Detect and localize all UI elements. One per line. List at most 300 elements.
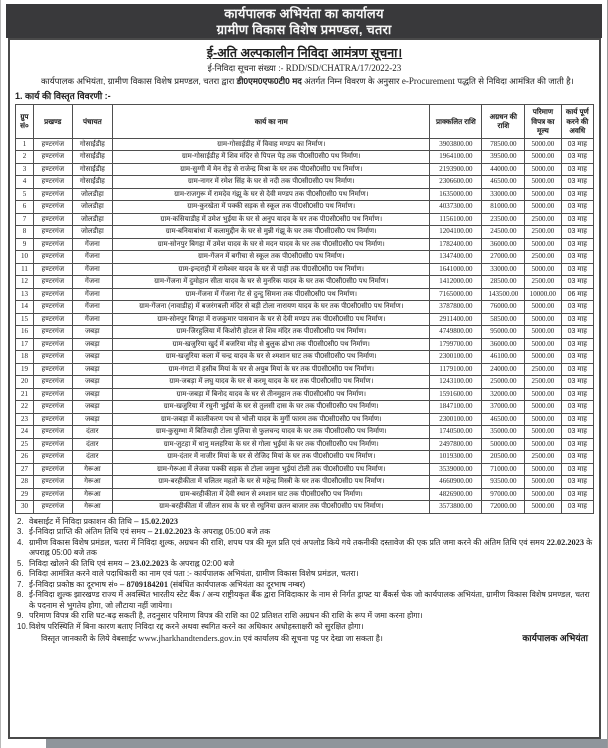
row-block: हण्टरगंज	[33, 476, 72, 489]
row-estimated: 3903800.00	[430, 138, 482, 151]
row-block: हण्टरगंज	[33, 226, 72, 239]
row-sno: 29	[16, 488, 34, 501]
table-row	[16, 376, 594, 389]
row-sno: 10	[16, 251, 34, 264]
col-header-estimated-amount: प्राक्कलित राशि	[430, 105, 482, 139]
row-work: ग्राम-बरहीकीता में जीतन साव के घर से रघुनिया छतन बाजार तक पी0सी0सी0 पथ निर्माण।	[113, 501, 430, 514]
row-work: ग्राम-जिरहुलिया में किशोरी होटल से शिव मंदिर तक पी0सी0सी0 पथ निर्माण।	[113, 326, 430, 339]
row-boq: 5000.00	[525, 476, 561, 489]
row-estimated: 4749800.00	[430, 326, 482, 339]
row-sno: 27	[16, 463, 34, 476]
row-estimated: 1412000.00	[430, 276, 482, 289]
note-highlight: 23.02.2023	[131, 558, 169, 568]
table-row	[16, 338, 594, 351]
row-panchayat: गेरूआ	[72, 488, 112, 501]
note-number: 8.	[17, 590, 24, 599]
letterhead-band	[6, 4, 602, 38]
row-boq: 2500.00	[525, 376, 561, 389]
row-block: हण्टरगंज	[33, 426, 72, 439]
table-row	[16, 263, 594, 276]
row-panchayat: जोलडीहा	[72, 188, 112, 201]
row-block: हण्टरगंज	[33, 363, 72, 376]
row-sno: 7	[16, 213, 34, 226]
row-estimated: 1591600.00	[430, 388, 482, 401]
row-estimated: 2300100.00	[430, 413, 482, 426]
row-block: हण्टरगंज	[33, 213, 72, 226]
row-work: ग्राम-कसियाडीह में उमेश भुईंया के घर से अनुप यादव के घर तक पी0सी0सी0 पथ निर्माण।	[113, 213, 430, 226]
row-work: ग्राम-गोसाईडीह में शिव मंदिर से पिपल पेड़ तक पी0सी0सी0 पथ निर्माण।	[113, 151, 430, 164]
row-block: हण्टरगंज	[33, 501, 72, 514]
row-estimated: 2193900.00	[430, 163, 482, 176]
col-header-group-no: ग्रुप सं०	[16, 105, 34, 139]
row-earnest: 46500.00	[482, 413, 525, 426]
row-earnest: 71000.00	[482, 463, 525, 476]
row-earnest: 72000.00	[482, 501, 525, 514]
note-text: ई-निविदा प्रकोष्ठ का दूरभाष सं० – 8709184201 (संबंधित कार्यपालक अभियंता का दूरभाष नम्बर)	[29, 579, 306, 589]
row-sno: 6	[16, 201, 34, 214]
table-row	[16, 313, 594, 326]
row-work: ग्राम-कुसुम्भा में बितियाही टोला पुलिया से फुलचन्द यादव के घर तक पी0सी0सी0 पथ निर्माण।	[113, 426, 430, 439]
row-estimated: 3787800.00	[430, 301, 482, 314]
row-work: ग्राम-खजुरिया कला में चन्द्र यादव के घर से श्मशान घाट तक पी0सी0सी0 पथ निर्माण।	[113, 351, 430, 364]
row-panchayat: गेरूआ	[72, 501, 112, 514]
row-sno: 20	[16, 376, 34, 389]
row-sno: 30	[16, 501, 34, 514]
row-sno: 26	[16, 451, 34, 464]
row-panchayat: गोसाईंडीह	[72, 163, 112, 176]
row-panchayat: गोसाईंडीह	[72, 176, 112, 189]
row-estimated: 2911400.00	[430, 313, 482, 326]
row-work: ग्राम-सुग्गी में मेन रोड़ से राजेन्द्र मिश्रा के घर तक पी0सी0सी0 पथ निर्माण।	[113, 163, 430, 176]
row-period: 03 माह	[561, 326, 593, 339]
row-boq: 5000.00	[525, 326, 561, 339]
row-sno: 18	[16, 351, 34, 364]
section1-title: 1. कार्य की विस्तृत विवरणी :-	[15, 91, 111, 101]
note-highlight: 21.02.2023	[154, 527, 192, 536]
row-work: ग्राम-बरहीकीता में देवी स्थान से श्मशान घाट तक पी0सी0सी0 पथ निर्माण।	[113, 488, 430, 501]
table-row	[16, 488, 594, 501]
row-block: हण्टरगंज	[33, 351, 72, 364]
note-highlight: 22.02.2023	[546, 537, 584, 547]
row-block: हण्टरगंज	[33, 288, 72, 301]
col-header-completion-period: कार्य पूर्ण करने की अवधि	[561, 105, 593, 139]
row-earnest: 93500.00	[482, 476, 525, 489]
row-estimated: 1740500.00	[430, 426, 482, 439]
row-period: 03 माह	[561, 276, 593, 289]
row-block: हण्टरगंज	[33, 163, 72, 176]
row-boq: 2500.00	[525, 226, 561, 239]
row-block: हण्टरगंज	[33, 263, 72, 276]
row-period: 03 माह	[561, 338, 593, 351]
row-boq: 5000.00	[525, 351, 561, 364]
row-boq: 5000.00	[525, 163, 561, 176]
row-estimated: 3539000.00	[430, 463, 482, 476]
row-sno: 22	[16, 401, 34, 414]
row-sno: 15	[16, 313, 34, 326]
row-period: 03 माह	[561, 351, 593, 364]
row-earnest: 24000.00	[482, 363, 525, 376]
col-header-panchayat: पंचायत	[72, 105, 112, 139]
row-estimated: 1019300.00	[430, 451, 482, 464]
col-header-work-name: कार्य का नाम	[113, 105, 430, 139]
row-period: 03 माह	[561, 463, 593, 476]
row-earnest: 78500.00	[482, 138, 525, 151]
row-earnest: 50000.00	[482, 438, 525, 451]
row-work: ग्राम-राजगुरू में रामदेव गंझू के घर से देवी मण्डप तक पी0सी0सी0 पथ निर्माण।	[113, 188, 430, 201]
table-row	[16, 301, 594, 314]
table-row	[16, 363, 594, 376]
row-work: ग्राम-सोनपुर बिगहा में राजकुमार पासवान के घर से देवी मण्डप तक पी0सी0सी0 पथ निर्माण।	[113, 313, 430, 326]
notice-number: RDD/SD/CHATRA/17/2022-23	[285, 63, 402, 73]
row-work: ग्राम-गेंजना में दुमोहान सीता यादव के घर से मुनरिक यादव के घर तक पी0सी0सी0 पथ निर्माण।	[113, 276, 430, 289]
row-earnest: 143500.00	[482, 288, 525, 301]
row-boq: 5000.00	[525, 301, 561, 314]
row-period: 03 माह	[561, 251, 593, 264]
row-work: ग्राम-जबड़ा में बिनोद यादव के घर से तीनमुहान तक पी0सी0सी0 पथ निर्माण।	[113, 388, 430, 401]
row-boq: 2500.00	[525, 251, 561, 264]
signature-executive-engineer: कार्यपालक अभियंता	[522, 633, 588, 643]
intro-text-2: अंतर्गत निम्न विवरण के अनुसार	[301, 76, 402, 86]
intro-text-3: पद्धति से निविदा आमंत्रित की जाती है।	[454, 76, 574, 86]
row-work: ग्राम-जबड़ा में कालीकरण पथ से भोली यादव के मुर्गी फारम तक पी0सी0सी0 पथ निर्माण।	[113, 413, 430, 426]
row-panchayat: गेंजना	[72, 313, 112, 326]
note-number: 3.	[17, 527, 24, 536]
row-block: हण्टरगंज	[33, 313, 72, 326]
row-boq: 5000.00	[525, 426, 561, 439]
row-estimated: 4037300.00	[430, 201, 482, 214]
row-panchayat: दंतार	[72, 438, 112, 451]
row-estimated: 4660900.00	[430, 476, 482, 489]
col-header-block: प्रखण्ड	[33, 105, 72, 139]
row-earnest: 25000.00	[482, 376, 525, 389]
row-work: ग्राम-दंतार में नाजीर मियां के घर से रोजिद मियां के घर तक पी0सी0सी0 पथ निर्माण।	[113, 451, 430, 464]
table-row	[16, 251, 594, 264]
row-earnest: 27000.00	[482, 251, 525, 264]
row-estimated: 1179100.00	[430, 363, 482, 376]
col-header-boq-value: परिमाण विपत्र का मूल्य	[525, 105, 561, 139]
row-panchayat: जबड़ा	[72, 401, 112, 414]
footer-line	[15, 633, 594, 644]
row-period: 03 माह	[561, 401, 593, 414]
table-row	[16, 201, 594, 214]
row-boq: 2500.00	[525, 363, 561, 376]
note-item	[15, 538, 594, 559]
row-boq: 2500.00	[525, 451, 561, 464]
row-earnest: 44000.00	[482, 163, 525, 176]
row-work: ग्राम-खजुरिया में रघुनी भुईयां के घर से तुलसी दास के घर तक पी0सी0सी0 पथ निर्माण।	[113, 401, 430, 414]
row-earnest: 95000.00	[482, 326, 525, 339]
row-boq: 5000.00	[525, 463, 561, 476]
row-panchayat: जबड़ा	[72, 326, 112, 339]
row-boq: 5000.00	[525, 138, 561, 151]
note-text: निविदा खोलने की तिथि एवं समय – 23.02.2023 के अपराह्न 02:00 बजे	[29, 558, 235, 568]
row-earnest: 23500.00	[482, 213, 525, 226]
table-row	[16, 413, 594, 426]
row-block: हण्टरगंज	[33, 138, 72, 151]
row-sno: 16	[16, 326, 34, 339]
table-row	[16, 226, 594, 239]
row-period: 03 माह	[561, 426, 593, 439]
note-text: निविदा आमंत्रित करने वाले पदाधिकारी का नाम एवं पता :- कार्यपालक अभियंता, ग्रामीण विकास विशेष प्रमंडल, चतरा।	[29, 569, 359, 578]
row-sno: 23	[16, 413, 34, 426]
note-number: 5.	[17, 558, 24, 568]
row-estimated: 1156100.00	[430, 213, 482, 226]
row-earnest: 37000.00	[482, 401, 525, 414]
row-sno: 8	[16, 226, 34, 239]
note-item	[15, 590, 594, 611]
row-estimated: 4826900.00	[430, 488, 482, 501]
note-text: परिमाण विपत्र की राशि घट-बढ़ सकती है, तदनुसार परिमाण विपत्र की राशि का 02 प्रतिशत राशि अग्रधन की राशि के रूप में जमा करना होगा।	[29, 611, 423, 620]
row-block: हण्टरगंज	[33, 376, 72, 389]
row-block: हण्टरगंज	[33, 276, 72, 289]
row-block: हण्टरगंज	[33, 438, 72, 451]
row-estimated: 1347400.00	[430, 251, 482, 264]
notice-number-line	[15, 63, 594, 74]
row-period: 03 माह	[561, 451, 593, 464]
row-boq: 2500.00	[525, 276, 561, 289]
row-sno: 9	[16, 238, 34, 251]
footer-text-post: एवं कार्यालय की सूचना पट्ट पर देखा जा सकता है।	[240, 634, 383, 643]
row-earnest: 20500.00	[482, 451, 525, 464]
notice-title: ई-अति अल्पकालीन निविदा आमंत्रण सूचना।	[206, 46, 403, 60]
row-period: 03 माह	[561, 263, 593, 276]
row-estimated: 1782400.00	[430, 238, 482, 251]
row-earnest: 81000.00	[482, 201, 525, 214]
row-estimated: 1847100.00	[430, 401, 482, 414]
row-period: 03 माह	[561, 438, 593, 451]
row-earnest: 58500.00	[482, 313, 525, 326]
note-item	[15, 517, 594, 528]
works-table	[15, 104, 594, 514]
row-period: 03 माह	[561, 313, 593, 326]
division-name: ग्रामीण विकास विशेष प्रमण्डल, चतरा	[216, 21, 392, 37]
row-block: हण्टरगंज	[33, 176, 72, 189]
row-period: 03 माह	[561, 476, 593, 489]
row-earnest: 24500.00	[482, 226, 525, 239]
table-row	[16, 426, 594, 439]
table-row	[16, 501, 594, 514]
note-number: 9.	[17, 611, 24, 620]
row-estimated: 3573800.00	[430, 501, 482, 514]
row-block: हण्टरगंज	[33, 388, 72, 401]
footer-text-pre: विस्तृत जानकारी के लिये वेबसाईट	[41, 634, 139, 643]
row-earnest: 35000.00	[482, 426, 525, 439]
table-row	[16, 476, 594, 489]
row-work: ग्राम-बनियाबांधा में कलामुद्दीन के घर से मुन्नी गंझू के घर तक पी0सी0सी0 पथ निर्माण।	[113, 226, 430, 239]
office-name: कार्यपालक अभियंता का कार्यालय	[224, 5, 384, 21]
row-block: हण्टरगंज	[33, 451, 72, 464]
table-row	[16, 276, 594, 289]
row-earnest: 33000.00	[482, 263, 525, 276]
table-row	[16, 438, 594, 451]
row-panchayat: जोलडीहा	[72, 213, 112, 226]
row-boq: 5000.00	[525, 313, 561, 326]
row-boq: 5000.00	[525, 188, 561, 201]
row-panchayat: जबड़ा	[72, 388, 112, 401]
row-work: ग्राम-गेंजना में गेंजना गेट से दुन्दु सिमना तक पी0सी0सी0 पथ निर्माण।	[113, 288, 430, 301]
row-sno: 3	[16, 163, 34, 176]
intro-fund-head: डी0एम0एफ0टी0 मद	[236, 76, 302, 86]
row-sno: 28	[16, 476, 34, 489]
row-panchayat: जबड़ा	[72, 413, 112, 426]
row-period: 03 माह	[561, 201, 593, 214]
table-row	[16, 151, 594, 164]
row-estimated: 1641000.00	[430, 263, 482, 276]
row-panchayat: दंतार	[72, 426, 112, 439]
row-boq: 5000.00	[525, 401, 561, 414]
row-earnest: 97000.00	[482, 488, 525, 501]
row-period: 03 माह	[561, 363, 593, 376]
row-work: ग्राम-गेंजन में बगीचा से स्कूल तक पी0सी0सी0 पथ निर्माण।	[113, 251, 430, 264]
table-row	[16, 213, 594, 226]
row-period: 03 माह	[561, 213, 593, 226]
row-work: ग्राम-कुरखेता में पक्की सड़क से स्कूल तक पी0सी0सी0 पथ निर्माण।	[113, 201, 430, 214]
table-row	[16, 326, 594, 339]
row-boq: 5000.00	[525, 388, 561, 401]
table-row	[16, 163, 594, 176]
row-earnest: 28500.00	[482, 276, 525, 289]
row-period: 03 माह	[561, 413, 593, 426]
row-sno: 24	[16, 426, 34, 439]
row-work: ग्राम-इन्दराही में रामेश्वर यादव के घर से पाही तक पी0सी0सी0 पथ निर्माण।	[113, 263, 430, 276]
row-panchayat: गेंजना	[72, 251, 112, 264]
row-period: 03 माह	[561, 238, 593, 251]
note-item	[15, 611, 594, 622]
row-earnest: 39500.00	[482, 151, 525, 164]
row-block: हण्टरगंज	[33, 338, 72, 351]
note-item	[15, 559, 594, 570]
works-table-body	[16, 138, 594, 513]
table-row	[16, 388, 594, 401]
row-estimated: 7165000.00	[430, 288, 482, 301]
row-panchayat: गोसाईंडीह	[72, 151, 112, 164]
row-panchayat: गेंजना	[72, 276, 112, 289]
row-block: हण्टरगंज	[33, 488, 72, 501]
row-sno: 5	[16, 188, 34, 201]
row-block: हण्टरगंज	[33, 413, 72, 426]
note-item	[15, 527, 594, 538]
row-boq: 5000.00	[525, 263, 561, 276]
row-work: ग्राम-खजुरिया खुर्द में बजरिया मोड़ से बुलुक ढोभा तक पी0सी0सी0 पथ निर्माण।	[113, 338, 430, 351]
row-panchayat: गेरूआ	[72, 476, 112, 489]
row-period: 03 माह	[561, 301, 593, 314]
row-panchayat: गोसाईंडीह	[72, 138, 112, 151]
row-panchayat: गेंजना	[72, 238, 112, 251]
row-boq: 5000.00	[525, 176, 561, 189]
row-boq: 5000.00	[525, 488, 561, 501]
row-boq: 5000.00	[525, 201, 561, 214]
note-number: 6.	[17, 569, 24, 578]
col-header-earnest-money: अग्रधन की राशि	[482, 105, 525, 139]
row-block: हण्टरगंज	[33, 401, 72, 414]
row-work: ग्राम-गेंजना (नावाडीह) में बजरंगबली मंदिर से बड़ी टोला नारायण यादव के घर तक पी0सी0सी0 पथ निर्माण।	[113, 301, 430, 314]
row-panchayat: जोलडीहा	[72, 226, 112, 239]
row-block: हण्टरगंज	[33, 151, 72, 164]
row-panchayat: गेरूआ	[72, 463, 112, 476]
row-boq: 10000.00	[525, 288, 561, 301]
note-number: 4.	[17, 537, 24, 547]
row-boq: 5000.00	[525, 238, 561, 251]
row-earnest: 32000.00	[482, 388, 525, 401]
row-boq: 5000.00	[525, 438, 561, 451]
row-estimated: 2497800.00	[430, 438, 482, 451]
row-sno: 21	[16, 388, 34, 401]
row-block: हण्टरगंज	[33, 301, 72, 314]
row-sno: 19	[16, 363, 34, 376]
row-period: 03 माह	[561, 388, 593, 401]
row-boq: 5000.00	[525, 151, 561, 164]
row-estimated: 2306600.00	[430, 176, 482, 189]
notice-body	[8, 38, 601, 739]
row-period: 03 माह	[561, 488, 593, 501]
row-earnest: 36000.00	[482, 338, 525, 351]
row-earnest: 76000.00	[482, 301, 525, 314]
row-boq: 5000.00	[525, 413, 561, 426]
row-panchayat: गेंजना	[72, 263, 112, 276]
row-estimated: 1799700.00	[430, 338, 482, 351]
note-text: ग्रामीण विकास विशेष प्रमंडल, चतरा में निविदा शुल्क, अग्रधन की राशि, शपथ पत्र की मूल प्रति एवं अपलोड किये गये तकनीकी दस्तावेज की एक प्रति जमा करने की अंतिम तिथि एवं समय 22.02.2023 के अपराह्न 05:00 बजे तक	[29, 537, 593, 557]
row-panchayat: जबड़ा	[72, 351, 112, 364]
row-work: ग्राम-नागर में रमेश सिंह के घर से नदी तक पी0सी0सी0 पथ निर्माण।	[113, 176, 430, 189]
row-period: 03 माह	[561, 226, 593, 239]
row-estimated: 2300100.00	[430, 351, 482, 364]
note-text: वेबसाईट में निविदा प्रकाशन की तिथि – 15.02.2023	[29, 516, 179, 526]
row-sno: 4	[16, 176, 34, 189]
note-text: विशेष परिस्थिति में बिना कारण बताए निविदा रद्द करने अथवा स्थगित करने का अधिकार अधोहस्ताक्षरी को सुरक्षित होगा।	[29, 621, 364, 631]
row-block: हण्टरगंज	[33, 238, 72, 251]
scan-background-strip	[46, 739, 607, 748]
intro-paragraph	[15, 76, 594, 87]
note-item	[15, 569, 594, 580]
row-estimated: 1635000.00	[430, 188, 482, 201]
note-item	[15, 622, 594, 633]
note-text: ई-निविदा प्राप्ति की अंतिम तिथि एवं समय – 21.02.2023 के अपराह्न 05:00 बजे तक	[29, 527, 271, 536]
row-panchayat: जबड़ा	[72, 338, 112, 351]
note-highlight: 8709184201	[126, 579, 168, 589]
table-row	[16, 188, 594, 201]
table-header-row	[16, 105, 594, 139]
row-period: 03 माह	[561, 138, 593, 151]
row-block: हण्टरगंज	[33, 463, 72, 476]
row-estimated: 1964100.00	[430, 151, 482, 164]
row-sno: 13	[16, 288, 34, 301]
tenders-website-url: www.jharkhandtenders.gov.in	[138, 633, 241, 643]
row-period: 03 माह	[561, 176, 593, 189]
row-earnest: 46100.00	[482, 351, 525, 364]
row-period: 03 माह	[561, 163, 593, 176]
intro-eprocurement: e-Procurement	[401, 76, 455, 86]
row-work: ग्राम-सोनपुर बिगहा में उमेश यादव के घर से मदन यादव के घर तक पी0सी0सी0 पथ निर्माण।	[113, 238, 430, 251]
row-block: हण्टरगंज	[33, 201, 72, 214]
row-sno: 2	[16, 151, 34, 164]
row-block: हण्टरगंज	[33, 188, 72, 201]
row-boq: 2500.00	[525, 213, 561, 226]
row-work: ग्राम-गेरूआ में लेजवा पक्की सड़क से टोला जमुना भुईयां टोली तक पी0सी0सी0 पथ निर्माण।	[113, 463, 430, 476]
row-period: 06 माह	[561, 288, 593, 301]
row-work: ग्राम-बरहीकीता में चलितर महतो के घर से महेन्द्र मिस्त्री के घर तक पी0सी0सी0 पथ निर्माण।	[113, 476, 430, 489]
row-panchayat: जबड़ा	[72, 376, 112, 389]
row-period: 03 माह	[561, 376, 593, 389]
table-row	[16, 351, 594, 364]
row-work: ग्राम-जुटहा में धानु मलहरिया के घर से गोला भुईयां के घर तक पी0सी0सी0 पथ निर्माण।	[113, 438, 430, 451]
row-period: 03 माह	[561, 501, 593, 514]
row-panchayat: गेंजना	[72, 288, 112, 301]
table-row	[16, 176, 594, 189]
row-panchayat: गेंजना	[72, 301, 112, 314]
row-sno: 17	[16, 338, 34, 351]
row-earnest: 36000.00	[482, 238, 525, 251]
table-row	[16, 238, 594, 251]
